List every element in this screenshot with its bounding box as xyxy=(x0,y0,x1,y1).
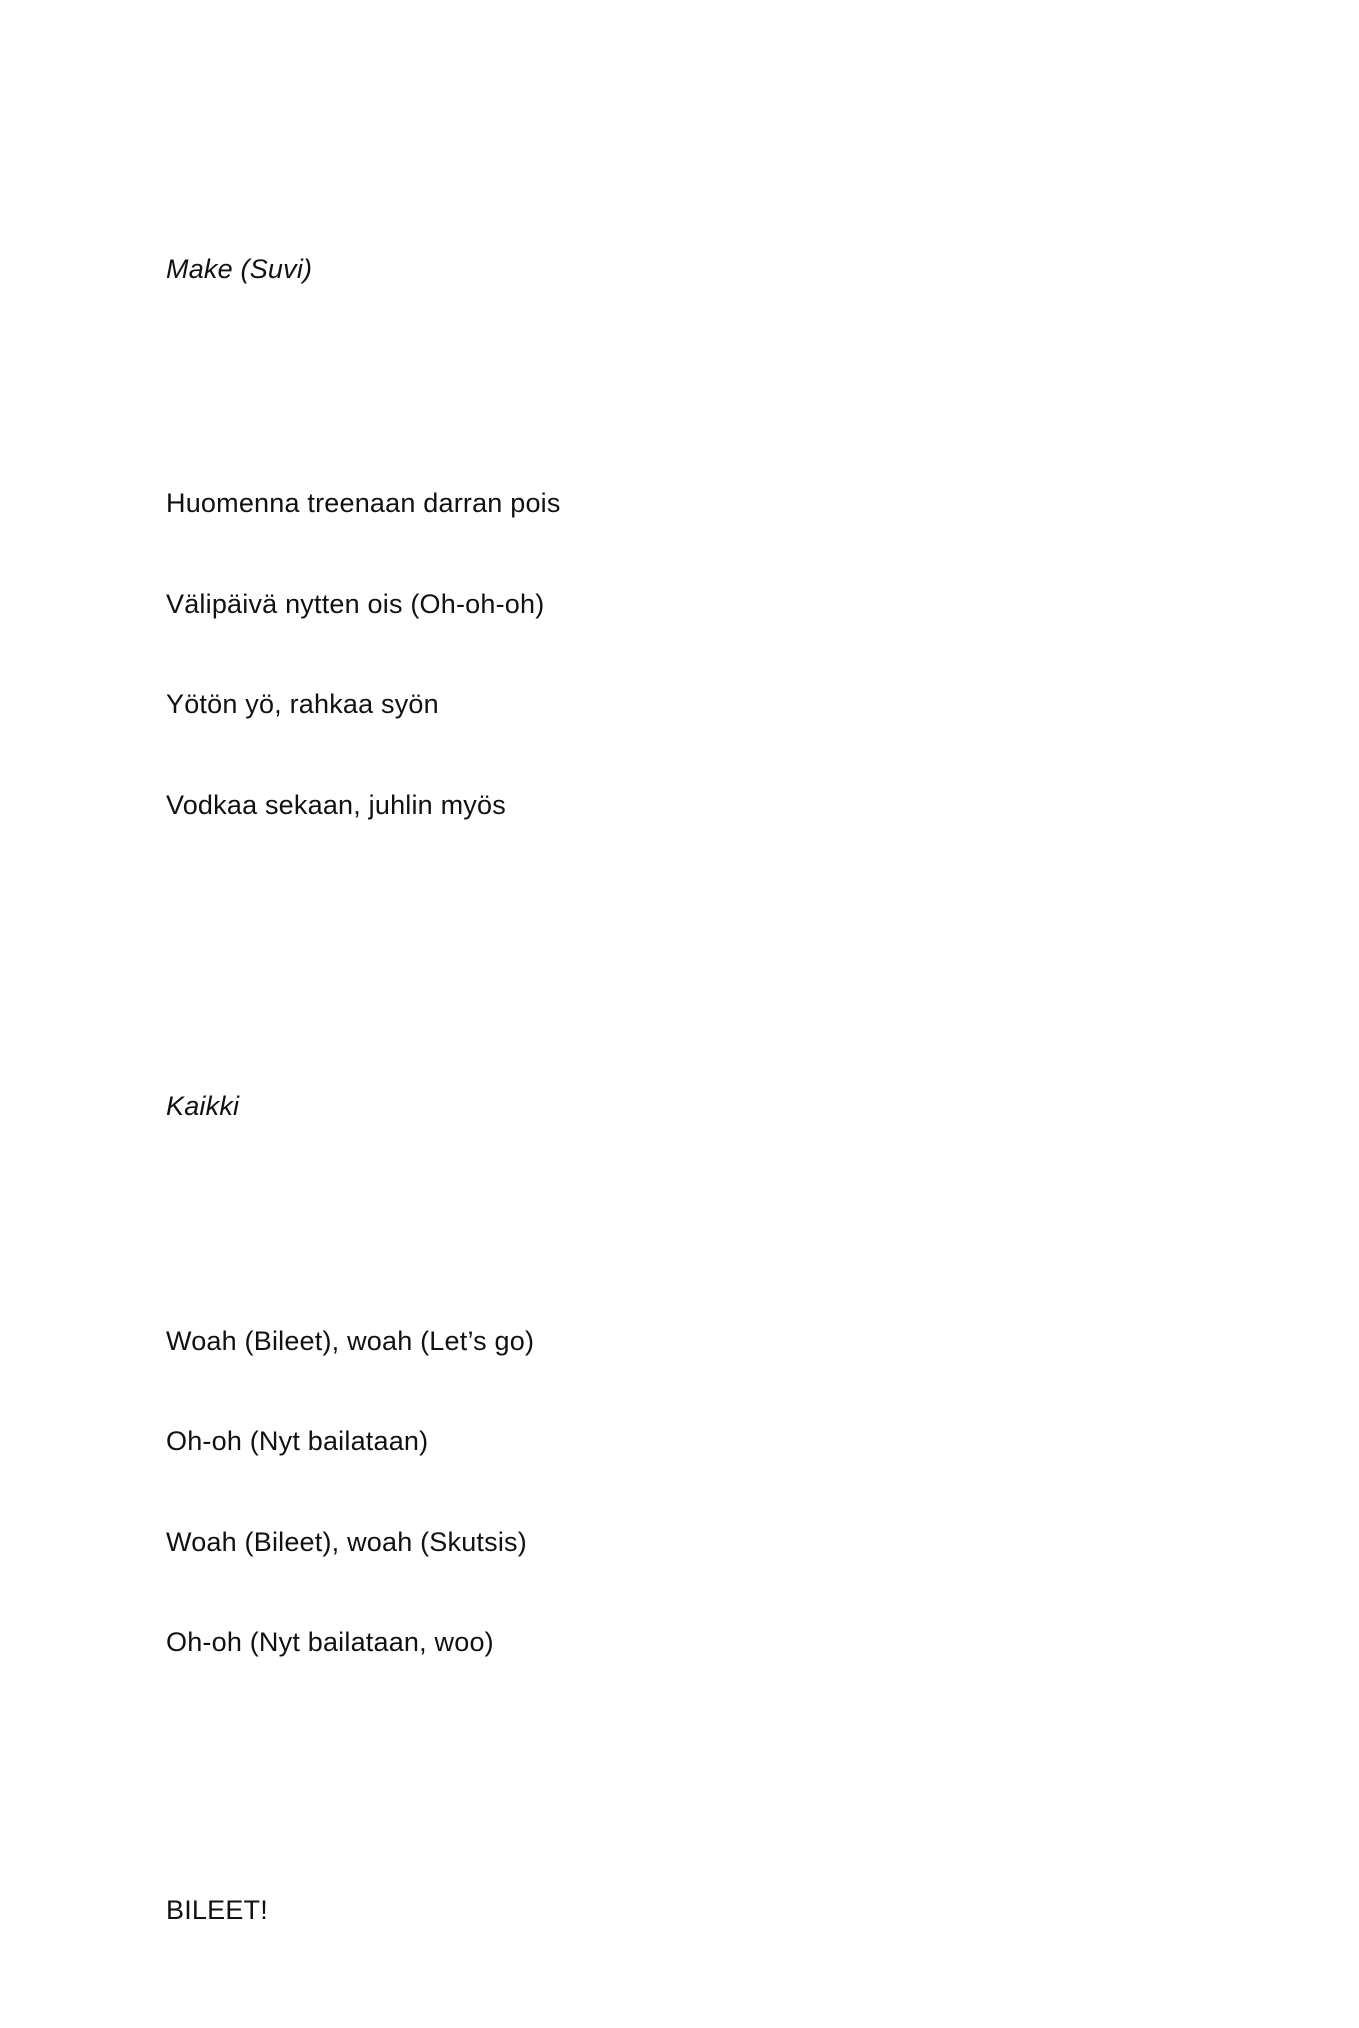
blank-line xyxy=(166,353,561,387)
stanza-2-lyric-line: Oh-oh (Nyt bailataan, woo) xyxy=(166,1627,494,1657)
stanza-1-lyric-line: Välipäivä nytten ois (Oh-oh-oh) xyxy=(166,588,545,619)
outro-line: BILEET! xyxy=(166,1895,268,1925)
stanza-2-lyric-line: Oh-oh (Nyt bailataan) xyxy=(166,1426,429,1456)
blank-line xyxy=(166,1760,561,1794)
blank-line xyxy=(166,923,561,990)
lyrics-body xyxy=(166,152,561,2028)
stanza-1-lyric-line: Huomenna treenaan darran pois xyxy=(166,488,561,518)
stanza-1-lyric-line: Yötön yö, rahkaa syön xyxy=(166,689,439,719)
blank-line xyxy=(166,1191,561,1225)
stanza-2-singer-label: Kaikki xyxy=(166,1091,240,1121)
stanza-2-lyric-line: Woah (Bileet), woah (Skutsis) xyxy=(166,1526,527,1557)
stanza-1-lyric-line: Vodkaa sekaan, juhlin myös xyxy=(166,789,506,820)
stanza-1-singer-label: Make (Suvi) xyxy=(166,253,313,284)
stanza-2-lyric-line: Woah (Bileet), woah (Let’s go) xyxy=(166,1325,535,1356)
